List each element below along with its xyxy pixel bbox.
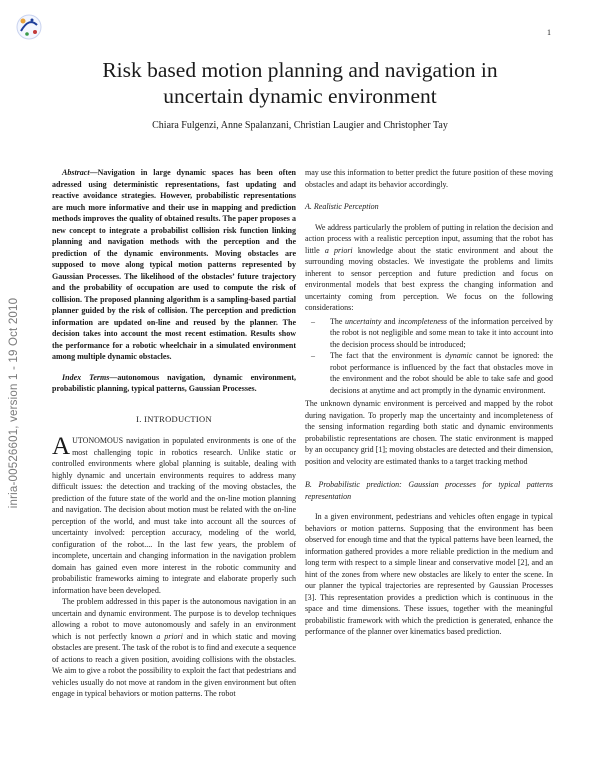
list-item-text: The <box>330 316 345 326</box>
page-number: 1 <box>547 28 551 37</box>
intro-paragraph-1-text: UTONOMOUS navigation in populated environments is one of the most challenging topic in robotics research. Unlike static or controlled environments where global planning is suitable, dealing with highly dynamic and uncertain environments requires to address many difficult issues: the detection and tracking of the moving obstacles, the prediction of the future state of the world and the on-line motion planning and navigation. The decision about motion must be related with the on-line perception of the world, and must take into account all the sources of uncertainty involved: perception accuracy, modeling of the world, configuration of the robot.... In the last few years, the problem of incomplete, uncertain and changing information in the navigation problem domain has gained even more interest in the robotic community and probabilistic frameworks aiming to integrate and elaborate properly such information have been developed. <box>52 436 296 595</box>
intro-paragraph-2-continued: may use this information to better predict the future position of these moving obstacles and adapt its behavior accordingly. <box>305 168 553 189</box>
intro-paragraph-2-emphasis: a priori <box>156 631 183 641</box>
intro-paragraph-2 <box>52 596 296 700</box>
list-item <box>309 316 553 351</box>
list-item-text: The fact that the environment is <box>330 351 446 360</box>
subsection-heading-probabilistic-prediction: B. Probabilistic prediction: Gaussian processes for typical patterns representation <box>305 480 553 501</box>
intro-paragraph-2-text: The problem addressed in this paper is the autonomous navigation in an uncertain and dynamic environment. The purpose is to develop techniques allowing a robot to move autonomously and safely in an environment which is not perfectly known <box>52 597 296 641</box>
index-terms: Index Terms—autonomous navigation, dynamic environment, probabilistic planning, typical patterns, Gaussian Processes. <box>52 372 296 393</box>
index-terms-label: Index Terms <box>62 372 110 382</box>
perception-paragraph-1 <box>305 222 553 314</box>
list-item <box>309 350 553 396</box>
abstract-text: Navigation in large dynamic spaces has been often adressed using deterministic representations, fast updating and reactive avoidance strategies. However, probabilistic representations are much more informative and their use in mapping and prediction methods improves the quality of obtained results. The paper proposes a new concept to integrate a probabilist collision risk function linking planning and navigation methods with the perception and the prediction of the dynamic environments. Moving obstacles are supposed to move along typical motion patterns represented by Gaussian Processes. The likelihood of the obstacles’ future trajectory and the probability of occupation are used to compute the risk of collision. The proposed planning algorithm is a sampling-based partial planner guided by the risk of collision. The perception and prediction information are updated on-line and reused by the planner. The decision takes into account the most recent estimation. Results show the performance for a robotic wheelchair in a simulated environment among multiple dynamic obstacles. <box>52 168 296 361</box>
arxiv-stamp-text: inria-00526601, version 1 - 19 Oct 2010 <box>8 297 20 509</box>
list-item-emphasis: dynamic <box>445 351 473 360</box>
list-item-emphasis: incompleteness <box>398 316 447 326</box>
list-item-text: and <box>381 316 399 326</box>
drop-cap: A <box>52 433 71 460</box>
hal-archives-logo <box>14 12 44 42</box>
perception-paragraph-1-text: We address particularly the problem of putting in relation the decision and action process with a realistic perception input, assuming that the robot has little <box>305 222 553 255</box>
abstract-label: Abstract <box>62 168 90 177</box>
considerations-list <box>305 316 553 397</box>
left-column <box>52 167 296 700</box>
list-item-text: cannot be ignored: the robot performance is influenced by the fact that obstacles move in the environment and the robot should be able to take safe and good decisions at anytime and act promptly in the dynamic environment. <box>330 351 554 395</box>
list-item-emphasis: uncertainty <box>345 316 382 326</box>
paper-title: Risk based motion planning and navigation in uncertain dynamic environment <box>102 58 498 108</box>
perception-paragraph-1-text-end: knowledge about the static environment and about the surrounding moving obstacles. We investigate the problems and limits inherent to sensor perception and future prediction and focus on environmental models that best express the changing information and uncertainty coming from perception. We focus on the following considerations: <box>305 245 554 312</box>
author-list: Chiara Fulgenzi, Anne Spalanzani, Christian Laugier and Christopher Tay <box>152 120 448 131</box>
perception-paragraph-2: The unknown dynamic environment is perceived and mapped by the robot during navigation. To properly map the uncertainty and incompleteness of the sensing information regarding both static and dynamic environments probabilistic representations are chosen. The static environment is mapped by an occupancy grid [1]; moving obstacles are detected and their dimension, position and velocity are estimated thanks to a target tracking method <box>305 399 553 466</box>
perception-paragraph-1-emphasis: a priori <box>324 245 353 255</box>
abstract: Abstract—Navigation in large dynamic spaces has been often adressed using deterministic representations, fast updating and reactive avoidance strategies. However, probabilistic representations are much more informative and their use in mapping and prediction methods improves the quality of obtained results. The paper proposes a new concept to integrate a probabilist collision risk function linking planning and navigation methods with the perception and the prediction of the dynamic environments. Moving obstacles are supposed to move along typical motion patterns represented by Gaussian Processes. The likelihood of the obstacles’ future trajectory and the probability of occupation are used to compute the risk of collision. The proposed planning algorithm is a sampling-based partial planner guided by the risk of collision. The perception and prediction information are updated on-line and reused by the planner. The decision takes into account the most recent estimation. Results show the performance for a robotic wheelchair in a simulated environment among multiple dynamic obstacles. <box>52 168 296 361</box>
prediction-paragraph-1: In a given environment, pedestrians and vehicles often engage in typical behaviors or motion patterns. Supposing that the environment has been observed for enough time and that the typical patterns have been learned, the information gathered provides a more reliable prediction in the medium and long term with respect to a simple linear and conservative model [2], and an hint of the zones from where new obstacles are likely to enter the scene. In our planner the typical trajectories are represented by Gaussian Processes [3]. This representation provides a prediction which is continuous in the space and time dimensions. These issues, together with the meaningful probabilistic framework with which the prediction is generated, enhance the performance of the planner over kinematics based prediction. <box>305 512 553 636</box>
arxiv-stamp <box>2 293 26 513</box>
intro-paragraph-1 <box>52 435 296 596</box>
subsection-heading-realistic-perception: A. Realistic Perception <box>305 202 379 211</box>
list-item-text: of the information perceived by the robot is not negligible and some mean to take it into account into the decision process should be introduced; <box>330 316 554 349</box>
intro-paragraph-2-text-end: and in which static and moving obstacles are present. The task of the robot is to find and execute a sequence of actions to reach a given position, avoiding collisions with the obstacles. We aim to give a robot the possibility to exploit the fact that pedestrians and vehicles usually do not move at random in the given environment but often engage in typical behaviors or motion patterns. The robot <box>52 631 297 698</box>
index-terms-text: autonomous navigation, dynamic environment, probabilistic planning, typical patterns, Gaussian Processes. <box>52 372 296 393</box>
section-heading-introduction: I. INTRODUCTION <box>136 413 212 424</box>
right-column <box>305 167 553 638</box>
